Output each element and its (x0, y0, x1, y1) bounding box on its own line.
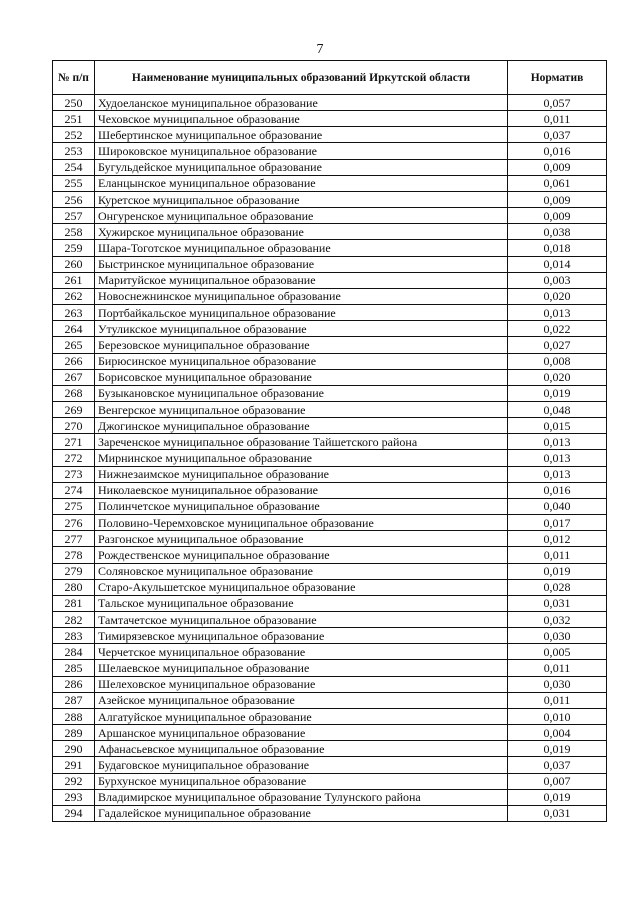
municipality-name: Зареченское муниципальное образование Тайшетского района (95, 434, 508, 450)
row-number: 293 (53, 789, 95, 805)
municipality-name: Афанасьевское муниципальное образование (95, 741, 508, 757)
row-number: 286 (53, 676, 95, 692)
table-row (53, 789, 607, 805)
row-number: 287 (53, 692, 95, 708)
municipality-name: Куретское муниципальное образование (95, 191, 508, 207)
table-row (53, 547, 607, 563)
normative-value: 0,019 (508, 385, 607, 401)
normative-value: 0,011 (508, 692, 607, 708)
table-row (53, 111, 607, 127)
table-row (53, 95, 607, 111)
table-row (53, 725, 607, 741)
table-row (53, 757, 607, 773)
normative-value: 0,027 (508, 337, 607, 353)
row-number: 255 (53, 175, 95, 191)
normative-value: 0,011 (508, 547, 607, 563)
row-number: 261 (53, 272, 95, 288)
municipality-name: Рождественское муниципальное образование (95, 547, 508, 563)
table-row (53, 515, 607, 531)
normative-value: 0,019 (508, 563, 607, 579)
header-name: Наименование муниципальных образований Иркутской области (95, 61, 508, 95)
table-row (53, 708, 607, 724)
normative-value: 0,016 (508, 482, 607, 498)
row-number: 289 (53, 725, 95, 741)
municipality-name: Шелаевское муниципальное образование (95, 660, 508, 676)
normative-value: 0,032 (508, 612, 607, 628)
municipality-name: Онгуренское муниципальное образование (95, 208, 508, 224)
row-number: 259 (53, 240, 95, 256)
normative-value: 0,038 (508, 224, 607, 240)
municipality-name: Шара-Тоготское муниципальное образование (95, 240, 508, 256)
municipality-name: Тамтачетское муниципальное образование (95, 612, 508, 628)
row-number: 280 (53, 579, 95, 595)
table-row (53, 660, 607, 676)
row-number: 269 (53, 401, 95, 417)
row-number: 252 (53, 127, 95, 143)
row-number: 263 (53, 305, 95, 321)
row-number: 267 (53, 369, 95, 385)
municipality-name: Чеховское муниципальное образование (95, 111, 508, 127)
municipality-name: Новоснежнинское муниципальное образование (95, 288, 508, 304)
table-row (53, 305, 607, 321)
municipality-name: Разгонское муниципальное образование (95, 531, 508, 547)
row-number: 258 (53, 224, 95, 240)
header-normative: Норматив (508, 61, 607, 95)
municipality-name: Старо-Акульшетское муниципальное образование (95, 579, 508, 595)
table-row (53, 692, 607, 708)
municipality-name: Нижнезаимское муниципальное образование (95, 466, 508, 482)
table-row (53, 612, 607, 628)
row-number: 283 (53, 628, 95, 644)
municipality-name: Портбайкальское муниципальное образование (95, 305, 508, 321)
table-row (53, 482, 607, 498)
row-number: 290 (53, 741, 95, 757)
normative-value: 0,017 (508, 515, 607, 531)
normative-value: 0,014 (508, 256, 607, 272)
table-row (53, 579, 607, 595)
table-row (53, 224, 607, 240)
normative-value: 0,007 (508, 773, 607, 789)
normative-value: 0,012 (508, 531, 607, 547)
table-row (53, 434, 607, 450)
table-row (53, 563, 607, 579)
normative-value: 0,031 (508, 595, 607, 611)
table-header (53, 61, 607, 95)
municipality-name: Худоеланское муниципальное образование (95, 95, 508, 111)
row-number: 274 (53, 482, 95, 498)
row-number: 264 (53, 321, 95, 337)
row-number: 266 (53, 353, 95, 369)
normative-value: 0,009 (508, 208, 607, 224)
normative-value: 0,040 (508, 498, 607, 514)
row-number: 275 (53, 498, 95, 514)
row-number: 279 (53, 563, 95, 579)
municipality-name: Березовское муниципальное образование (95, 337, 508, 353)
municipality-name: Полинчетское муниципальное образование (95, 498, 508, 514)
normative-value: 0,013 (508, 434, 607, 450)
table-row (53, 191, 607, 207)
normative-value: 0,037 (508, 127, 607, 143)
municipality-name: Бузыкановское муниципальное образование (95, 385, 508, 401)
municipality-name: Николаевское муниципальное образование (95, 482, 508, 498)
municipality-name: Быстринское муниципальное образование (95, 256, 508, 272)
municipality-name: Шебертинское муниципальное образование (95, 127, 508, 143)
municipality-name: Мирнинское муниципальное образование (95, 450, 508, 466)
table-row (53, 531, 607, 547)
table-row (53, 595, 607, 611)
municipality-name: Гадалейское муниципальное образование (95, 805, 508, 821)
row-number: 257 (53, 208, 95, 224)
normative-value: 0,048 (508, 401, 607, 417)
municipality-name: Хужирское муниципальное образование (95, 224, 508, 240)
normatives-table (52, 60, 607, 822)
normative-value: 0,030 (508, 676, 607, 692)
row-number: 273 (53, 466, 95, 482)
municipality-name: Будаговское муниципальное образование (95, 757, 508, 773)
normative-value: 0,020 (508, 288, 607, 304)
normative-value: 0,010 (508, 708, 607, 724)
table-body (53, 95, 607, 822)
table-row (53, 159, 607, 175)
table-row (53, 644, 607, 660)
row-number: 251 (53, 111, 95, 127)
table-row (53, 369, 607, 385)
normative-value: 0,019 (508, 741, 607, 757)
normative-value: 0,005 (508, 644, 607, 660)
row-number: 253 (53, 143, 95, 159)
row-number: 272 (53, 450, 95, 466)
normative-value: 0,013 (508, 305, 607, 321)
row-number: 284 (53, 644, 95, 660)
table-row (53, 450, 607, 466)
normative-value: 0,028 (508, 579, 607, 595)
row-number: 270 (53, 418, 95, 434)
table-row (53, 676, 607, 692)
municipality-name: Владимирское муниципальное образование Тулунского района (95, 789, 508, 805)
municipality-name: Шелеховское муниципальное образование (95, 676, 508, 692)
normative-value: 0,019 (508, 789, 607, 805)
table-row (53, 353, 607, 369)
row-number: 260 (53, 256, 95, 272)
municipality-name: Борисовское муниципальное образование (95, 369, 508, 385)
table-row (53, 385, 607, 401)
table-row (53, 773, 607, 789)
normative-value: 0,009 (508, 159, 607, 175)
normative-value: 0,015 (508, 418, 607, 434)
municipality-name: Бирюсинское муниципальное образование (95, 353, 508, 369)
table-row (53, 143, 607, 159)
row-number: 250 (53, 95, 95, 111)
table-row (53, 337, 607, 353)
normative-value: 0,061 (508, 175, 607, 191)
table-row (53, 805, 607, 821)
municipality-name: Утуликское муниципальное образование (95, 321, 508, 337)
row-number: 282 (53, 612, 95, 628)
row-number: 281 (53, 595, 95, 611)
municipality-name: Тимирязевское муниципальное образование (95, 628, 508, 644)
table-row (53, 175, 607, 191)
normative-value: 0,008 (508, 353, 607, 369)
normative-value: 0,011 (508, 660, 607, 676)
municipality-name: Широковское муниципальное образование (95, 143, 508, 159)
municipality-name: Черчетское муниципальное образование (95, 644, 508, 660)
row-number: 262 (53, 288, 95, 304)
municipality-name: Азейское муниципальное образование (95, 692, 508, 708)
municipality-name: Алгатуйское муниципальное образование (95, 708, 508, 724)
row-number: 285 (53, 660, 95, 676)
row-number: 254 (53, 159, 95, 175)
table-row (53, 272, 607, 288)
normative-value: 0,018 (508, 240, 607, 256)
row-number: 256 (53, 191, 95, 207)
normative-value: 0,020 (508, 369, 607, 385)
normative-value: 0,003 (508, 272, 607, 288)
municipality-name: Тальское муниципальное образование (95, 595, 508, 611)
normative-value: 0,057 (508, 95, 607, 111)
normative-value: 0,013 (508, 466, 607, 482)
municipality-name: Еланцынское муниципальное образование (95, 175, 508, 191)
table-row (53, 466, 607, 482)
table-row (53, 498, 607, 514)
row-number: 288 (53, 708, 95, 724)
header-number: № п/п (53, 61, 95, 95)
table-row (53, 240, 607, 256)
table-row (53, 127, 607, 143)
municipality-name: Бурхунское муниципальное образование (95, 773, 508, 789)
row-number: 276 (53, 515, 95, 531)
page-number: 7 (316, 42, 324, 57)
table-row (53, 321, 607, 337)
table-row (53, 628, 607, 644)
table-row (53, 741, 607, 757)
municipality-name: Аршанское муниципальное образование (95, 725, 508, 741)
municipality-name: Бугульдейское муниципальное образование (95, 159, 508, 175)
normative-value: 0,030 (508, 628, 607, 644)
normative-value: 0,022 (508, 321, 607, 337)
table-row (53, 208, 607, 224)
normative-value: 0,004 (508, 725, 607, 741)
row-number: 265 (53, 337, 95, 353)
municipality-name: Маритуйское муниципальное образование (95, 272, 508, 288)
table-row (53, 256, 607, 272)
row-number: 292 (53, 773, 95, 789)
normative-value: 0,031 (508, 805, 607, 821)
table-row (53, 401, 607, 417)
normative-value: 0,037 (508, 757, 607, 773)
row-number: 277 (53, 531, 95, 547)
row-number: 294 (53, 805, 95, 821)
row-number: 268 (53, 385, 95, 401)
municipality-name: Венгерское муниципальное образование (95, 401, 508, 417)
municipality-name: Соляновское муниципальное образование (95, 563, 508, 579)
municipality-name: Джогинское муниципальное образование (95, 418, 508, 434)
row-number: 278 (53, 547, 95, 563)
row-number: 291 (53, 757, 95, 773)
normative-value: 0,011 (508, 111, 607, 127)
normative-value: 0,016 (508, 143, 607, 159)
normative-value: 0,009 (508, 191, 607, 207)
table-row (53, 288, 607, 304)
municipality-name: Половино-Черемховское муниципальное образование (95, 515, 508, 531)
normative-value: 0,013 (508, 450, 607, 466)
table-row (53, 418, 607, 434)
row-number: 271 (53, 434, 95, 450)
